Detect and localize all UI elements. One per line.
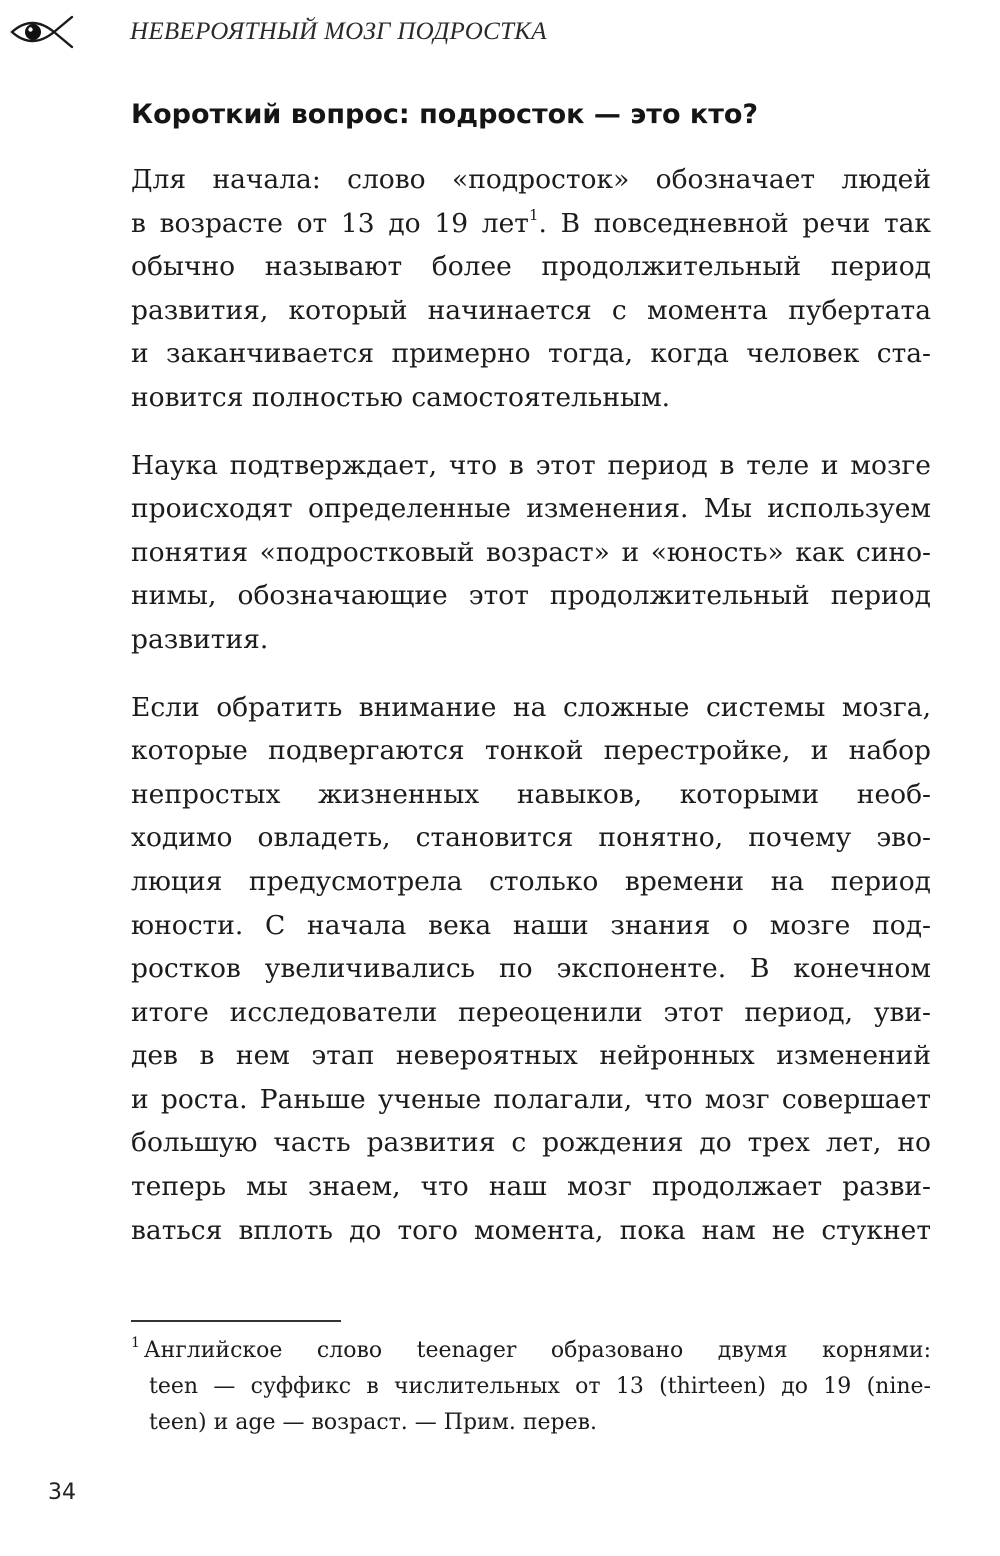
footnote-mark: 1 <box>131 1335 140 1351</box>
text-line: юности. С начала века наши знания о мозге под- <box>131 909 931 941</box>
text-line: Для начала: слово «подросток» обозначает людей <box>131 164 931 195</box>
text-line: развития. <box>131 623 269 655</box>
text-line: Если обратить внимание на сложные системы мозга, <box>131 691 931 723</box>
running-header-title: НЕВЕРОЯТНЫЙ МОЗГ ПОДРОСТКА <box>130 18 547 45</box>
page-number: 34 <box>48 1480 76 1505</box>
footnote-reference[interactable]: 1 <box>528 205 539 224</box>
text-line: понятия «подростковый возраст» и «юность» как сино- <box>131 536 931 568</box>
text-line: новится полностью самостоятельным. <box>131 381 671 413</box>
text-line: ростков увеличивались по экспоненте. В конечном <box>131 953 931 985</box>
text-line: ходимо овладеть, становится понятно, почему эво- <box>131 822 931 854</box>
footnote <box>131 1333 931 1441</box>
footnote-line: teen — суффикс в числительных от 13 (thirteen) до 19 (nine- <box>149 1374 931 1399</box>
paragraph-3 <box>131 686 931 1253</box>
paragraph-2 <box>131 444 931 662</box>
text-line: и роста. Раньше ученые полагали, что мозг совершает <box>131 1083 931 1115</box>
section-heading: Короткий вопрос: подросток — это кто? <box>131 99 759 130</box>
text-line: итоге исследователи переоценили этот период, уви- <box>131 996 931 1028</box>
text-line: обычно называют более продолжительный период <box>131 251 931 283</box>
footnote-line: teen) и age — возраст. — Прим. перев. <box>149 1410 597 1435</box>
text-line: дев в нем этап невероятных нейронных изменений <box>131 1040 931 1072</box>
text-line: теперь мы знаем, что наш мозг продолжает разви- <box>131 1171 931 1203</box>
text-line: люция предусмотрела столько времени на период <box>131 865 931 897</box>
text-line: развития, который начинается с момента пубертата <box>131 294 931 326</box>
text-line: происходят определенные изменения. Мы используем <box>131 493 931 525</box>
eye-icon <box>8 12 78 52</box>
text-line: которые подвергаются тонкой перестройке, и набор <box>131 735 931 767</box>
text-line: непростых жизненных навыков, которыми необ- <box>131 778 931 810</box>
running-header <box>8 10 547 54</box>
text-line: в возрасте от 13 до 19 лет$^1$. В повседневной речи так <box>131 205 931 239</box>
paragraph-1 <box>131 158 931 420</box>
text-line: нимы, обозначающие этот продолжительный период <box>131 580 931 612</box>
text-line: и заканчивается примерно тогда, когда человек ста- <box>131 338 931 370</box>
text-line: большую часть развития с рождения до трех лет, но <box>131 1127 931 1159</box>
main-text <box>131 92 931 1252</box>
footnote-line: $^1$ Английское слово teenager образовано двумя корнями: <box>131 1335 931 1363</box>
text-line: Наука подтверждает, что в этот период в теле и мозге <box>131 449 931 481</box>
text-line: ваться вплоть до того момента, пока нам не стукнет <box>131 1214 931 1246</box>
footnote-divider <box>131 1320 341 1322</box>
